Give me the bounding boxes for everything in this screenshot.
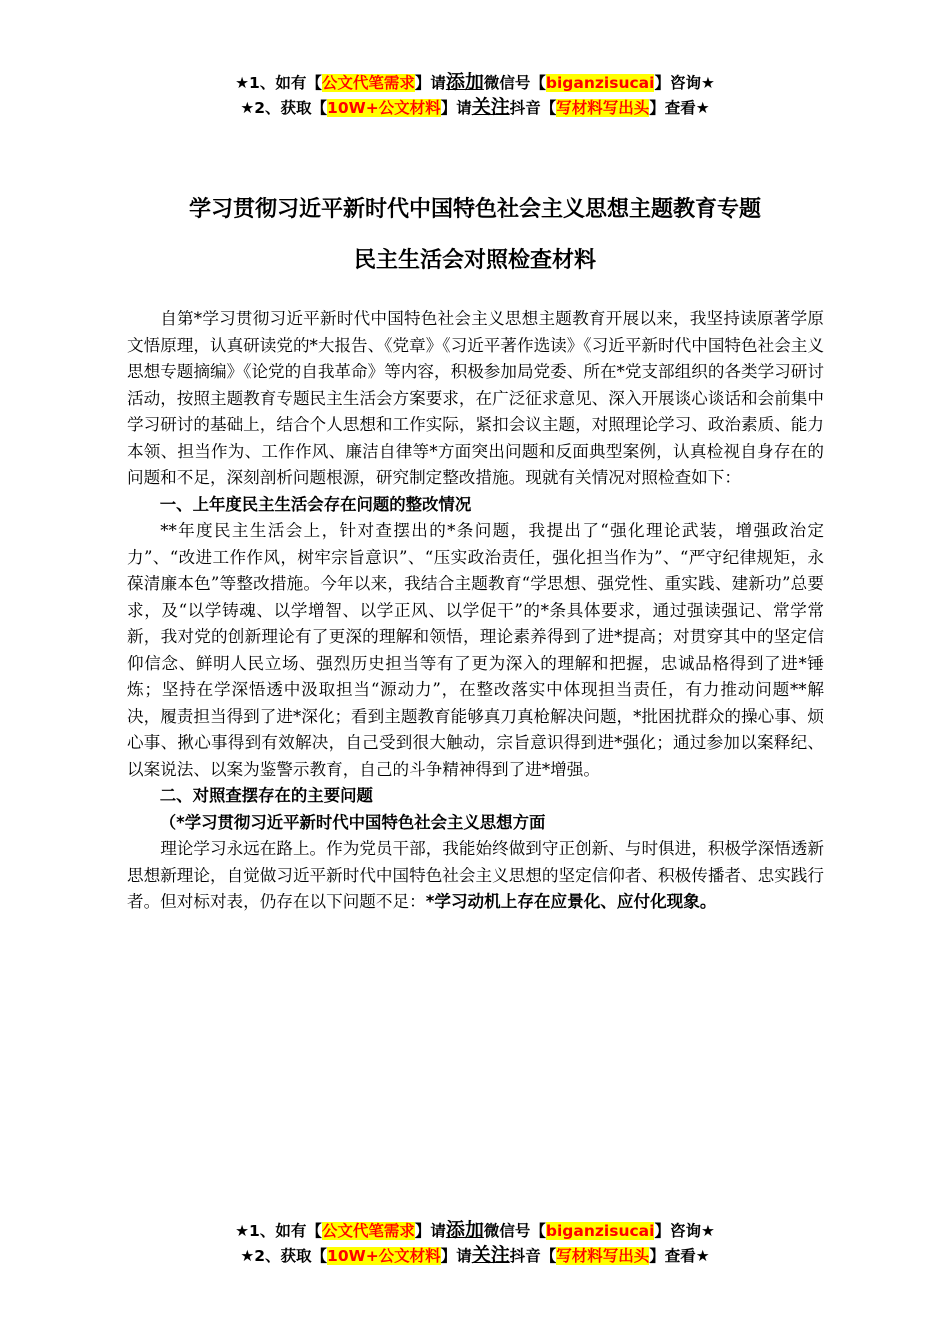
- banner-text: ★1、如有【: [235, 1222, 322, 1240]
- document-body: [127, 306, 824, 916]
- banner-text: 抖音【: [509, 99, 557, 117]
- banner-highlight: 公文代笔需求: [321, 1222, 415, 1240]
- banner-text: 微信号【: [483, 1222, 546, 1240]
- banner-emphasis: 关注: [471, 96, 510, 118]
- banner-text: ★2、获取【: [240, 1247, 328, 1265]
- banner-line-2: [0, 95, 950, 120]
- banner-highlight: biganzisucai: [545, 74, 655, 92]
- banner-text: ★2、获取【: [240, 99, 328, 117]
- header-banner: [0, 70, 950, 120]
- banner-text: 】查看★: [649, 99, 710, 117]
- theory-text: 理论学习永远在路上。作为党员干部，我能始终做到守正创新、与时俱进，积极学深悟透新思想新理论，自觉做习近平新时代中国特色社会主义思想的坚定信仰者、积极传播者、忠实践行者。但对标对表，仍存在以下问题不足：: [127, 839, 824, 911]
- banner-highlight: 公文代笔需求: [321, 74, 415, 92]
- banner-text: 】请: [414, 1222, 446, 1240]
- section-heading-1: 一、上年度民主生活会存在问题的整改情况: [159, 494, 472, 514]
- intro-paragraph: 自第*学习贯彻习近平新时代中国特色社会主义思想主题教育开展以来，我坚持读原著学原文悟原理，认真研读党的*大报告、《党章》《习近平著作选读》《习近平新时代中国特色社会主义思想专题摘编》《论党的自我革命》等内容，积极参加局党委、所在*党支部组织的各类学习研讨活动，按照主题教育专题民主生活会方案要求，在广泛征求意见、深入开展谈心谈话和会前集中学习研讨的基础上，结合个人思想和工作实际，紧扣会议主题，对照理论学习、政治素质、能力本领、担当作为、工作作风、廉洁自律等*方面突出问题和反面典型案例，认真检视自身存在的问题和不足，深刻剖析问题根源，研究制定整改措施。现就有关情况对照检查如下：: [127, 309, 824, 487]
- banner-line-1: [0, 1218, 950, 1243]
- banner-text: ★1、如有【: [235, 74, 322, 92]
- banner-text: 】查看★: [649, 1247, 710, 1265]
- banner-highlight: 写材料写出头: [556, 99, 650, 117]
- section-heading-2: 二、对照查摆存在的主要问题: [159, 786, 373, 805]
- subsection-heading-1: （*学习贯彻习近平新时代中国特色社会主义思想方面: [159, 812, 546, 832]
- document-title-line-1: 学习贯彻习近平新时代中国特色社会主义思想主题教育专题: [188, 197, 761, 222]
- banner-text: 】请: [440, 1247, 472, 1265]
- theory-paragraph: [127, 836, 824, 916]
- banner-text: 】请: [440, 99, 472, 117]
- banner-highlight: 10W+公文材料: [327, 1247, 441, 1265]
- footer-banner: [0, 1218, 950, 1268]
- banner-line-1: [0, 70, 950, 95]
- banner-text: 抖音【: [509, 1247, 557, 1265]
- banner-highlight: biganzisucai: [545, 1222, 655, 1240]
- document-title-line-2: 民主生活会对照检查材料: [353, 248, 596, 273]
- banner-text: 】咨询★: [654, 1222, 715, 1240]
- banner-text: 】请: [414, 74, 446, 92]
- banner-line-2: [0, 1243, 950, 1268]
- banner-emphasis: 关注: [471, 1244, 510, 1266]
- banner-highlight: 10W+公文材料: [327, 99, 441, 117]
- banner-emphasis: 添加: [445, 1219, 484, 1241]
- banner-highlight: 写材料写出头: [556, 1247, 650, 1265]
- rectification-paragraph: **年度民主生活会上，针对查摆出的*条问题，我提出了“强化理论武装，增强政治定力”、“改进工作作风，树牢宗旨意识”、“压实政治责任，强化担当作为”、“严守纪律规矩，永葆清廉本色”等整改措施。今年以来，我结合主题教育“学思想、强党性、重实践、建新功”总要求，及“以学铸魂、以学增智、以学正风、以学促干”的*条具体要求，通过强读强记、常学常新，我对党的创新理论有了更深的理解和领悟，理论素养得到了进*提高；对贯穿其中的坚定信仰信念、鲜明人民立场、强烈历史担当等有了更为深入的理解和把握，忠诚品格得到了进*锤炼；坚持在学深悟透中汲取担当“源动力”，在整改落实中体现担当责任，有力推动问题**解决，履责担当得到了进*深化；看到主题教育能够真刀真枪解决问题，*批困扰群众的操心事、烦心事、揪心事得到有效解决，自己受到很大触动，宗旨意识得到进*强化；通过参加以案释纪、以案说法、以案为鉴警示教育，自己的斗争精神得到了进*增强。: [127, 521, 824, 779]
- banner-text: 微信号【: [483, 74, 546, 92]
- theory-bold-point: *学习动机上存在应景化、应付化现象。: [425, 892, 717, 911]
- banner-emphasis: 添加: [445, 71, 484, 93]
- banner-text: 】咨询★: [654, 74, 715, 92]
